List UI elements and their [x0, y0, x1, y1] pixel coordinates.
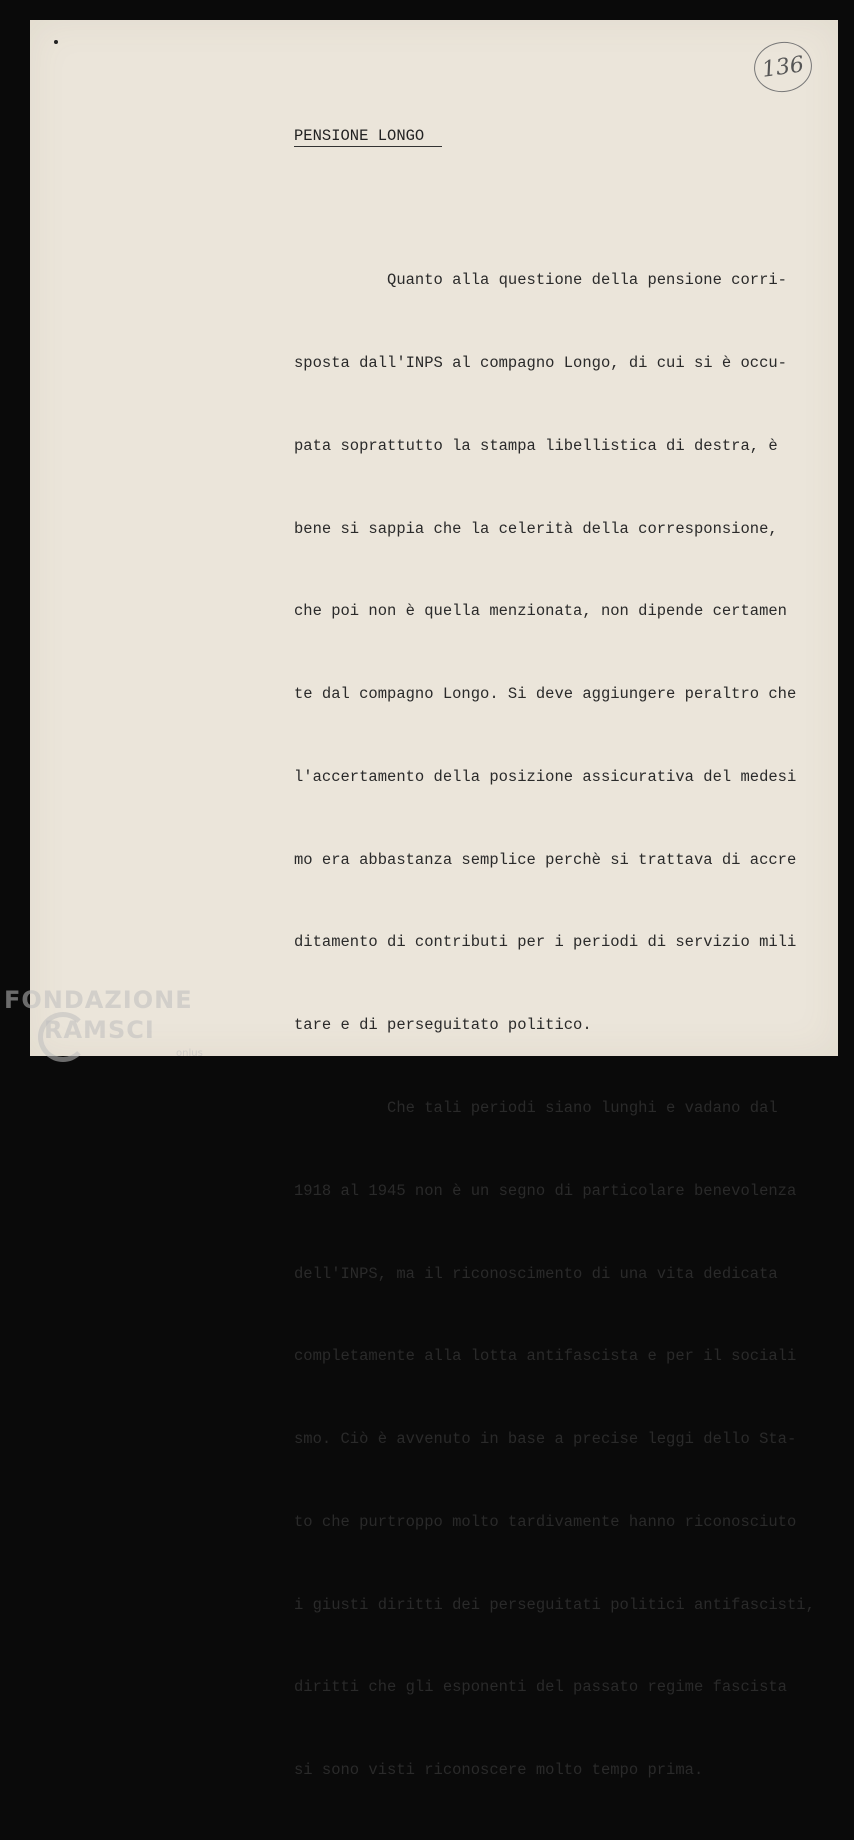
document-body: [294, 212, 815, 1840]
text-line: te dal compagno Longo. Si deve aggiungere peraltro che: [294, 685, 797, 704]
watermark-line3: onlus: [176, 1048, 203, 1059]
document-title: PENSIONE LONGO: [294, 126, 442, 147]
text-line: l'accertamento della posizione assicurativa del medesi: [294, 767, 797, 786]
text-line: dell'INPS, ma il riconoscimento di una vita dedicata: [294, 1264, 778, 1283]
text-line: Che tali periodi siano lunghi e vadano dal: [294, 1099, 778, 1117]
text-line: smo. Ciò è avvenuto in base a precise leggi dello Sta-: [294, 1430, 797, 1449]
watermark-line2: RAMSCI: [44, 1016, 155, 1044]
text-line: i giusti diritti dei perseguitati politici antifascisti,: [294, 1595, 815, 1614]
watermark-line1: FONDAZIONE: [4, 986, 193, 1014]
ink-dot: [54, 40, 58, 44]
text-line: 1918 al 1945 non è un segno di particolare benevolenza: [294, 1181, 797, 1200]
text-line: sposta dall'INPS al compagno Longo, di cui si è occu-: [294, 353, 787, 372]
text-line: bene si sappia che la celerità della corresponsione,: [294, 519, 778, 538]
fondazione-gramsci-watermark: [4, 986, 214, 1076]
text-line: pata soprattutto la stampa libellistica di destra, è: [294, 436, 778, 455]
text-line: che poi non è quella menzionata, non dipende certamen: [294, 602, 787, 621]
text-line: diritti che gli esponenti del passato regime fascista: [294, 1678, 787, 1697]
text-line: si sono visti riconoscere molto tempo prima.: [294, 1761, 704, 1780]
text-line: mo era abbastanza semplice perchè si trattava di accre: [294, 850, 797, 869]
text-line: Quanto alla questione della pensione corri-: [294, 271, 787, 290]
document-page: [30, 20, 838, 1780]
text-line: completamente alla lotta antifascista e per il sociali: [294, 1347, 797, 1366]
text-line: ditamento di contributi per i periodi di servizio mili: [294, 933, 797, 952]
folio-number-stamp: 136: [751, 38, 815, 96]
text-line: to che purtroppo molto tardivamente hanno riconosciuto: [294, 1512, 797, 1531]
text-line: tare e di perseguitato politico.: [294, 1016, 592, 1035]
